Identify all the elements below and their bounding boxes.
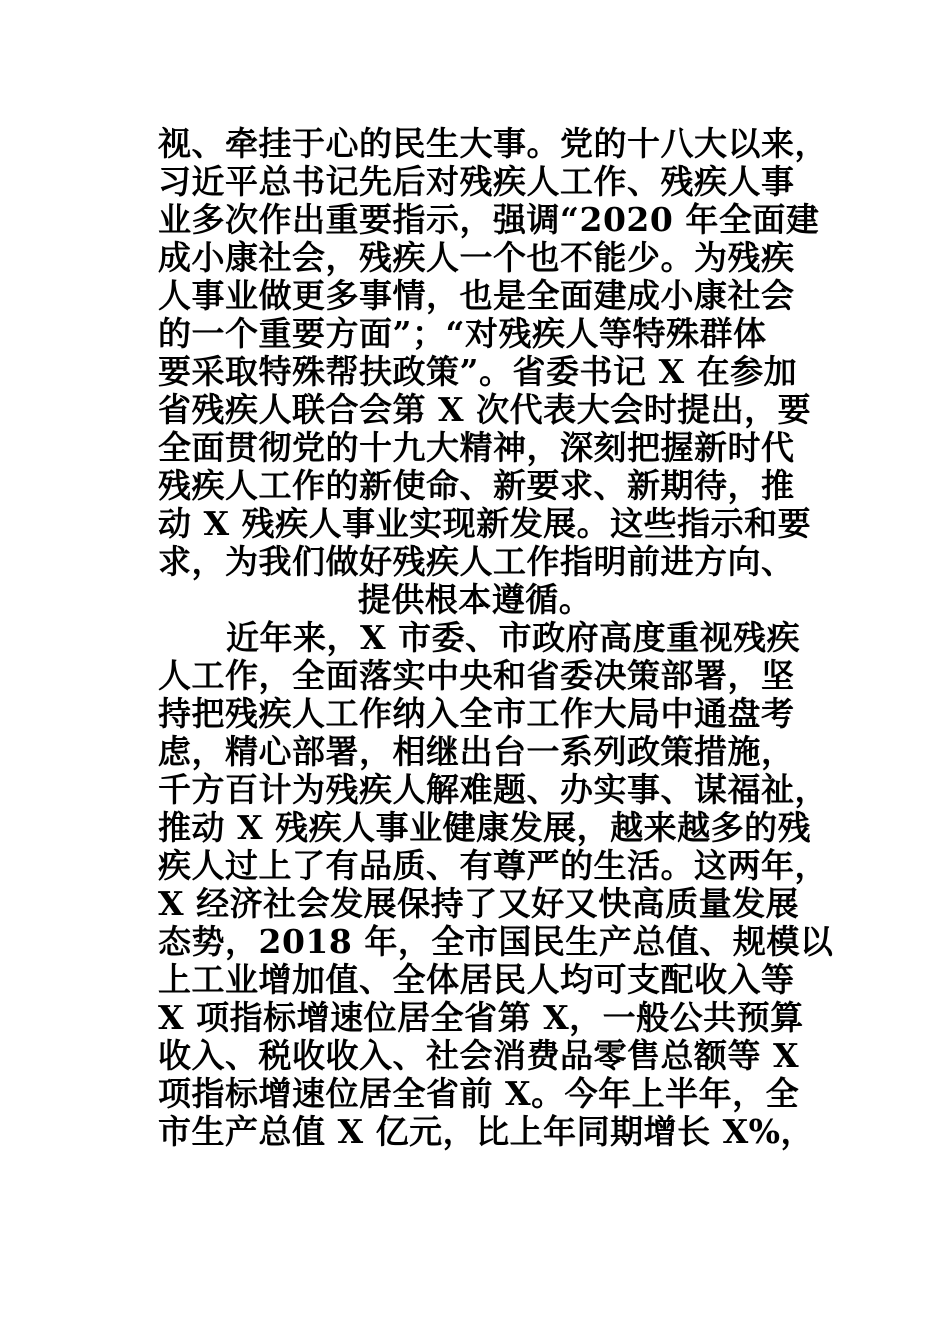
text-line: 推动 X 残疾人事业健康发展，越来越多的残 — [158, 808, 812, 847]
text-line: 动 X 残疾人事业实现新发展。这些指示和要 — [158, 504, 812, 543]
text-line: X 项指标增速位居全省第 X，一般公共预算 — [158, 998, 804, 1037]
text-line: X 经济社会发展保持了又好又快高质量发展 — [158, 884, 800, 923]
text-line: 要采取特殊帮扶政策”。省委书记 X 在参加 — [158, 352, 798, 391]
text-line: 残疾人工作的新使命、新要求、新期待，推 — [158, 466, 795, 505]
text-line: 视、牵挂于心的民生大事。党的十八大以来， — [158, 124, 828, 163]
text-line-centered: 提供根本遵循。 — [357, 580, 593, 619]
text-line: 态势，2018 年，全市国民生产总值、规模以 — [158, 922, 834, 961]
text-line: 全面贯彻党的十九大精神，深刻把握新时代 — [158, 428, 795, 467]
text-line: 成小康社会，残疾人一个也不能少。为残疾 — [158, 238, 795, 277]
text-line: 上工业增加值、全体居民人均可支配收入等 — [158, 960, 795, 999]
text-line: 省残疾人联合会第 X 次代表大会时提出，要 — [158, 390, 812, 429]
text-line: 疾人过上了有品质、有尊严的生活。这两年， — [158, 846, 828, 885]
paragraph-first-line: 近年来，X 市委、市政府高度重视残疾 — [226, 618, 801, 657]
text-line: 的一个重要方面”；“对残疾人等特殊群体 — [158, 314, 767, 353]
text-line: 千方百计为残疾人解难题、办实事、谋福祉， — [158, 770, 828, 809]
text-line: 人工作，全面落实中央和省委决策部署，坚 — [158, 656, 795, 695]
text-line: 习近平总书记先后对残疾人工作、残疾人事 — [158, 162, 795, 201]
text-line: 市生产总值 X 亿元，比上年同期增长 X%， — [158, 1112, 815, 1151]
text-line: 虑，精心部署，相继出台一系列政策措施， — [158, 732, 795, 771]
text-line: 收入、税收收入、社会消费品零售总额等 X — [158, 1036, 800, 1075]
text-line: 业多次作出重要指示，强调“2020 年全面建 — [158, 200, 820, 239]
text-line: 人事业做更多事情，也是全面建成小康社会 — [158, 276, 795, 315]
text-line: 求，为我们做好残疾人工作指明前进方向、 — [158, 542, 795, 581]
text-line: 项指标增速位居全省前 X。今年上半年，全 — [158, 1074, 800, 1113]
text-line: 持把残疾人工作纳入全市工作大局中通盘考 — [158, 694, 795, 733]
